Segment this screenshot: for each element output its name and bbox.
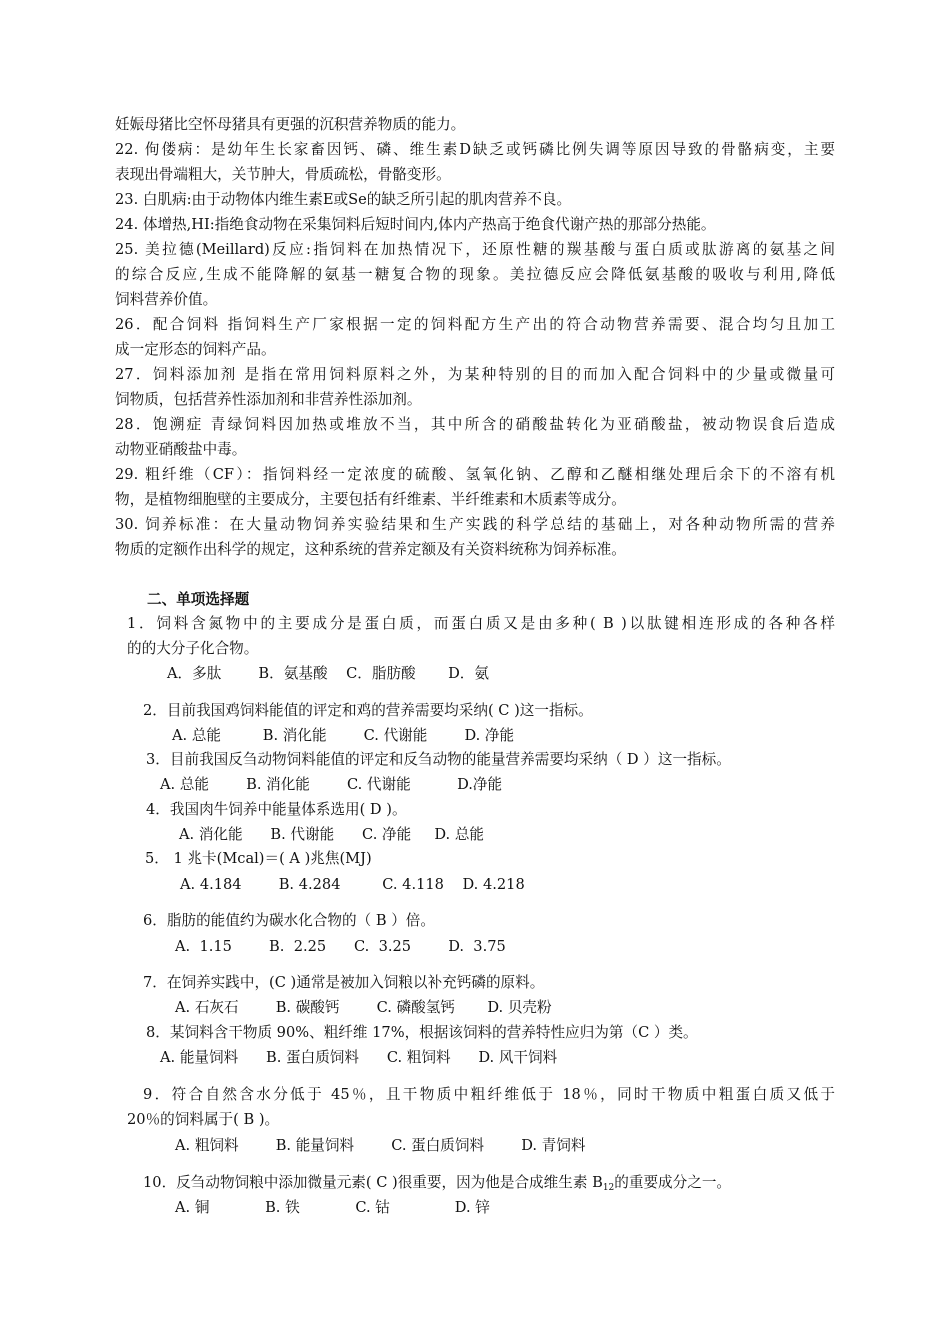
question-3: 3．目前我国反刍动物饲料能值的评定和反刍动物的能量营养需要均采纳（ D ）这一指标。 bbox=[146, 751, 731, 768]
text-line: 26．配合饲料 指饲料生产厂家根据一定的饲料配方生产出的符合动物营养需要、混合均匀且加工 bbox=[115, 316, 835, 333]
text-line: 饲物质，包括营养性添加剂和非营养性添加剂。 bbox=[115, 391, 422, 408]
text-line: 的综合反应,生成不能降解的氨基一糖复合物的现象。美拉德反应会降低氨基酸的吸收与利用,降低 bbox=[115, 266, 835, 283]
question-7: 7．在饲养实践中，(C )通常是被加入饲粮以补充钙磷的原料。 bbox=[143, 974, 545, 991]
definition-26 bbox=[115, 312, 835, 362]
question-2-options: A. 总能 B. 消化能 C. 代谢能 D. 净能 bbox=[172, 727, 515, 744]
question-text: 的的大分子化合物。 bbox=[127, 640, 259, 657]
text-line: 23. 白肌病:由于动物体内维生素E或Se的缺乏所引起的肌肉营养不良。 bbox=[115, 191, 572, 208]
text-line: 表现出骨端粗大，关节肿大，骨质疏松，骨骼变形。 bbox=[115, 166, 451, 183]
definition-29 bbox=[115, 462, 835, 512]
text-line: 24. 体增热,HI:指绝食动物在采集饲料后短时间内,体内产热高于绝食代谢产热的那部分热能。 bbox=[115, 216, 716, 233]
question-text: 10．反刍动物饲粮中添加微量元素( C )很重要，因为他是合成维生素 B bbox=[143, 1174, 603, 1191]
question-4-options: A. 消化能 B. 代谢能 C. 净能 D. 总能 bbox=[179, 826, 485, 843]
question-3-options: A. 总能 B. 消化能 C. 代谢能 D.净能 bbox=[160, 776, 503, 793]
question-text: 1．饲料含氮物中的主要成分是蛋白质，而蛋白质又是由多种( B )以肽键相连形成的各种各样 bbox=[127, 615, 835, 632]
question-9 bbox=[127, 1082, 835, 1132]
text-line: 动物亚硝酸盐中毒。 bbox=[115, 441, 247, 458]
question-9-options: A. 粗饲料 B. 能量饲料 C. 蛋白质饲料 D. 青饲料 bbox=[175, 1137, 586, 1154]
question-5-options: A. 4.184 B. 4.284 C. 4.118 D. 4.218 bbox=[180, 876, 525, 893]
definition-21-tail bbox=[115, 112, 835, 137]
definition-24 bbox=[115, 212, 835, 237]
question-2: 2．目前我国鸡饲料能值的评定和鸡的营养需要均采纳( C )这一指标。 bbox=[143, 702, 593, 719]
question-text: 20％的饲料属于( B )。 bbox=[127, 1111, 280, 1128]
definition-22 bbox=[115, 137, 835, 187]
question-6: 6．脂肪的能值约为碳水化合物的（ B ）倍。 bbox=[143, 912, 435, 929]
text-line: 妊娠母猪比空怀母猪具有更强的沉积营养物质的能力。 bbox=[115, 116, 466, 133]
question-1 bbox=[127, 611, 835, 661]
definition-27 bbox=[115, 362, 835, 412]
definition-23 bbox=[115, 187, 835, 212]
text-line: 28．饱溯症 青绿饲料因加热或堆放不当，其中所含的硝酸盐转化为亚硝酸盐，被动物误食后造成 bbox=[115, 416, 835, 433]
text-line: 物质的定额作出科学的规定，这种系统的营养定额及有关资料统称为饲养标准。 bbox=[115, 541, 626, 558]
definition-28 bbox=[115, 412, 835, 462]
question-5: 5． 1 兆卡(Mcal)＝( A )兆焦(MJ) bbox=[145, 850, 372, 867]
text-line: 25. 美拉德(Meillard)反应:指饲料在加热情况下，还原性糖的羰基酸与蛋白质或肽游离的氨基之间 bbox=[115, 241, 835, 258]
text-line: 物，是植物细胞壁的主要成分，主要包括有纤维素、半纤维素和木质素等成分。 bbox=[115, 491, 626, 508]
question-1-options: A．多肽 B．氨基酸 C．脂肪酸 D．氨 bbox=[167, 665, 489, 682]
question-4: 4．我国肉牛饲养中能量体系选用( D )。 bbox=[146, 801, 407, 818]
question-8: 8．某饲料含干物质 90%、粗纤维 17%，根据该饲料的营养特性应归为第（C ）类。 bbox=[146, 1024, 698, 1041]
question-6-options: A. 1.15 B. 2.25 C. 3.25 D. 3.75 bbox=[175, 938, 506, 955]
text-line: 27．饲料添加剂 是指在常用饲料原料之外，为某种特别的目的而加入配合饲料中的少量或微量可 bbox=[115, 366, 835, 383]
text-line: 成一定形态的饲料产品。 bbox=[115, 341, 276, 358]
section-title: 二、单项选择题 bbox=[147, 591, 250, 608]
text-line: 30. 饲养标准：在大量动物饲养实验结果和生产实践的科学总结的基础上，对各种动物所需的营养 bbox=[115, 516, 835, 533]
text-line: 22. 佝偻病：是幼年生长家畜因钙、磷、维生素D缺乏或钙磷比例失调等原因导致的骨骼病变，主要 bbox=[115, 141, 835, 158]
definition-25 bbox=[115, 237, 835, 312]
question-10-options: A. 铜 B. 铁 C. 钴 D. 锌 bbox=[175, 1199, 490, 1216]
definition-30 bbox=[115, 512, 835, 562]
question-8-options: A. 能量饲料 B. 蛋白质饲料 C. 粗饲料 D. 风干饲料 bbox=[160, 1049, 558, 1066]
text-line: 29. 粗纤维（CF）：指饲料经一定浓度的硫酸、氢氧化钠、乙醇和乙醚相继处理后余下的不溶有机 bbox=[115, 466, 835, 483]
question-text: 9．符合自然含水分低于 45％，且干物质中粗纤维低于 18％，同时干物质中粗蛋白质又低于 bbox=[143, 1086, 835, 1103]
question-text-tail: 的重要成分之一。 bbox=[614, 1174, 732, 1191]
subscript: 12 bbox=[602, 1183, 615, 1193]
text-line: 饲料营养价值。 bbox=[115, 291, 218, 308]
question-7-options: A. 石灰石 B. 碳酸钙 C. 磷酸氢钙 D. 贝壳粉 bbox=[175, 999, 552, 1016]
